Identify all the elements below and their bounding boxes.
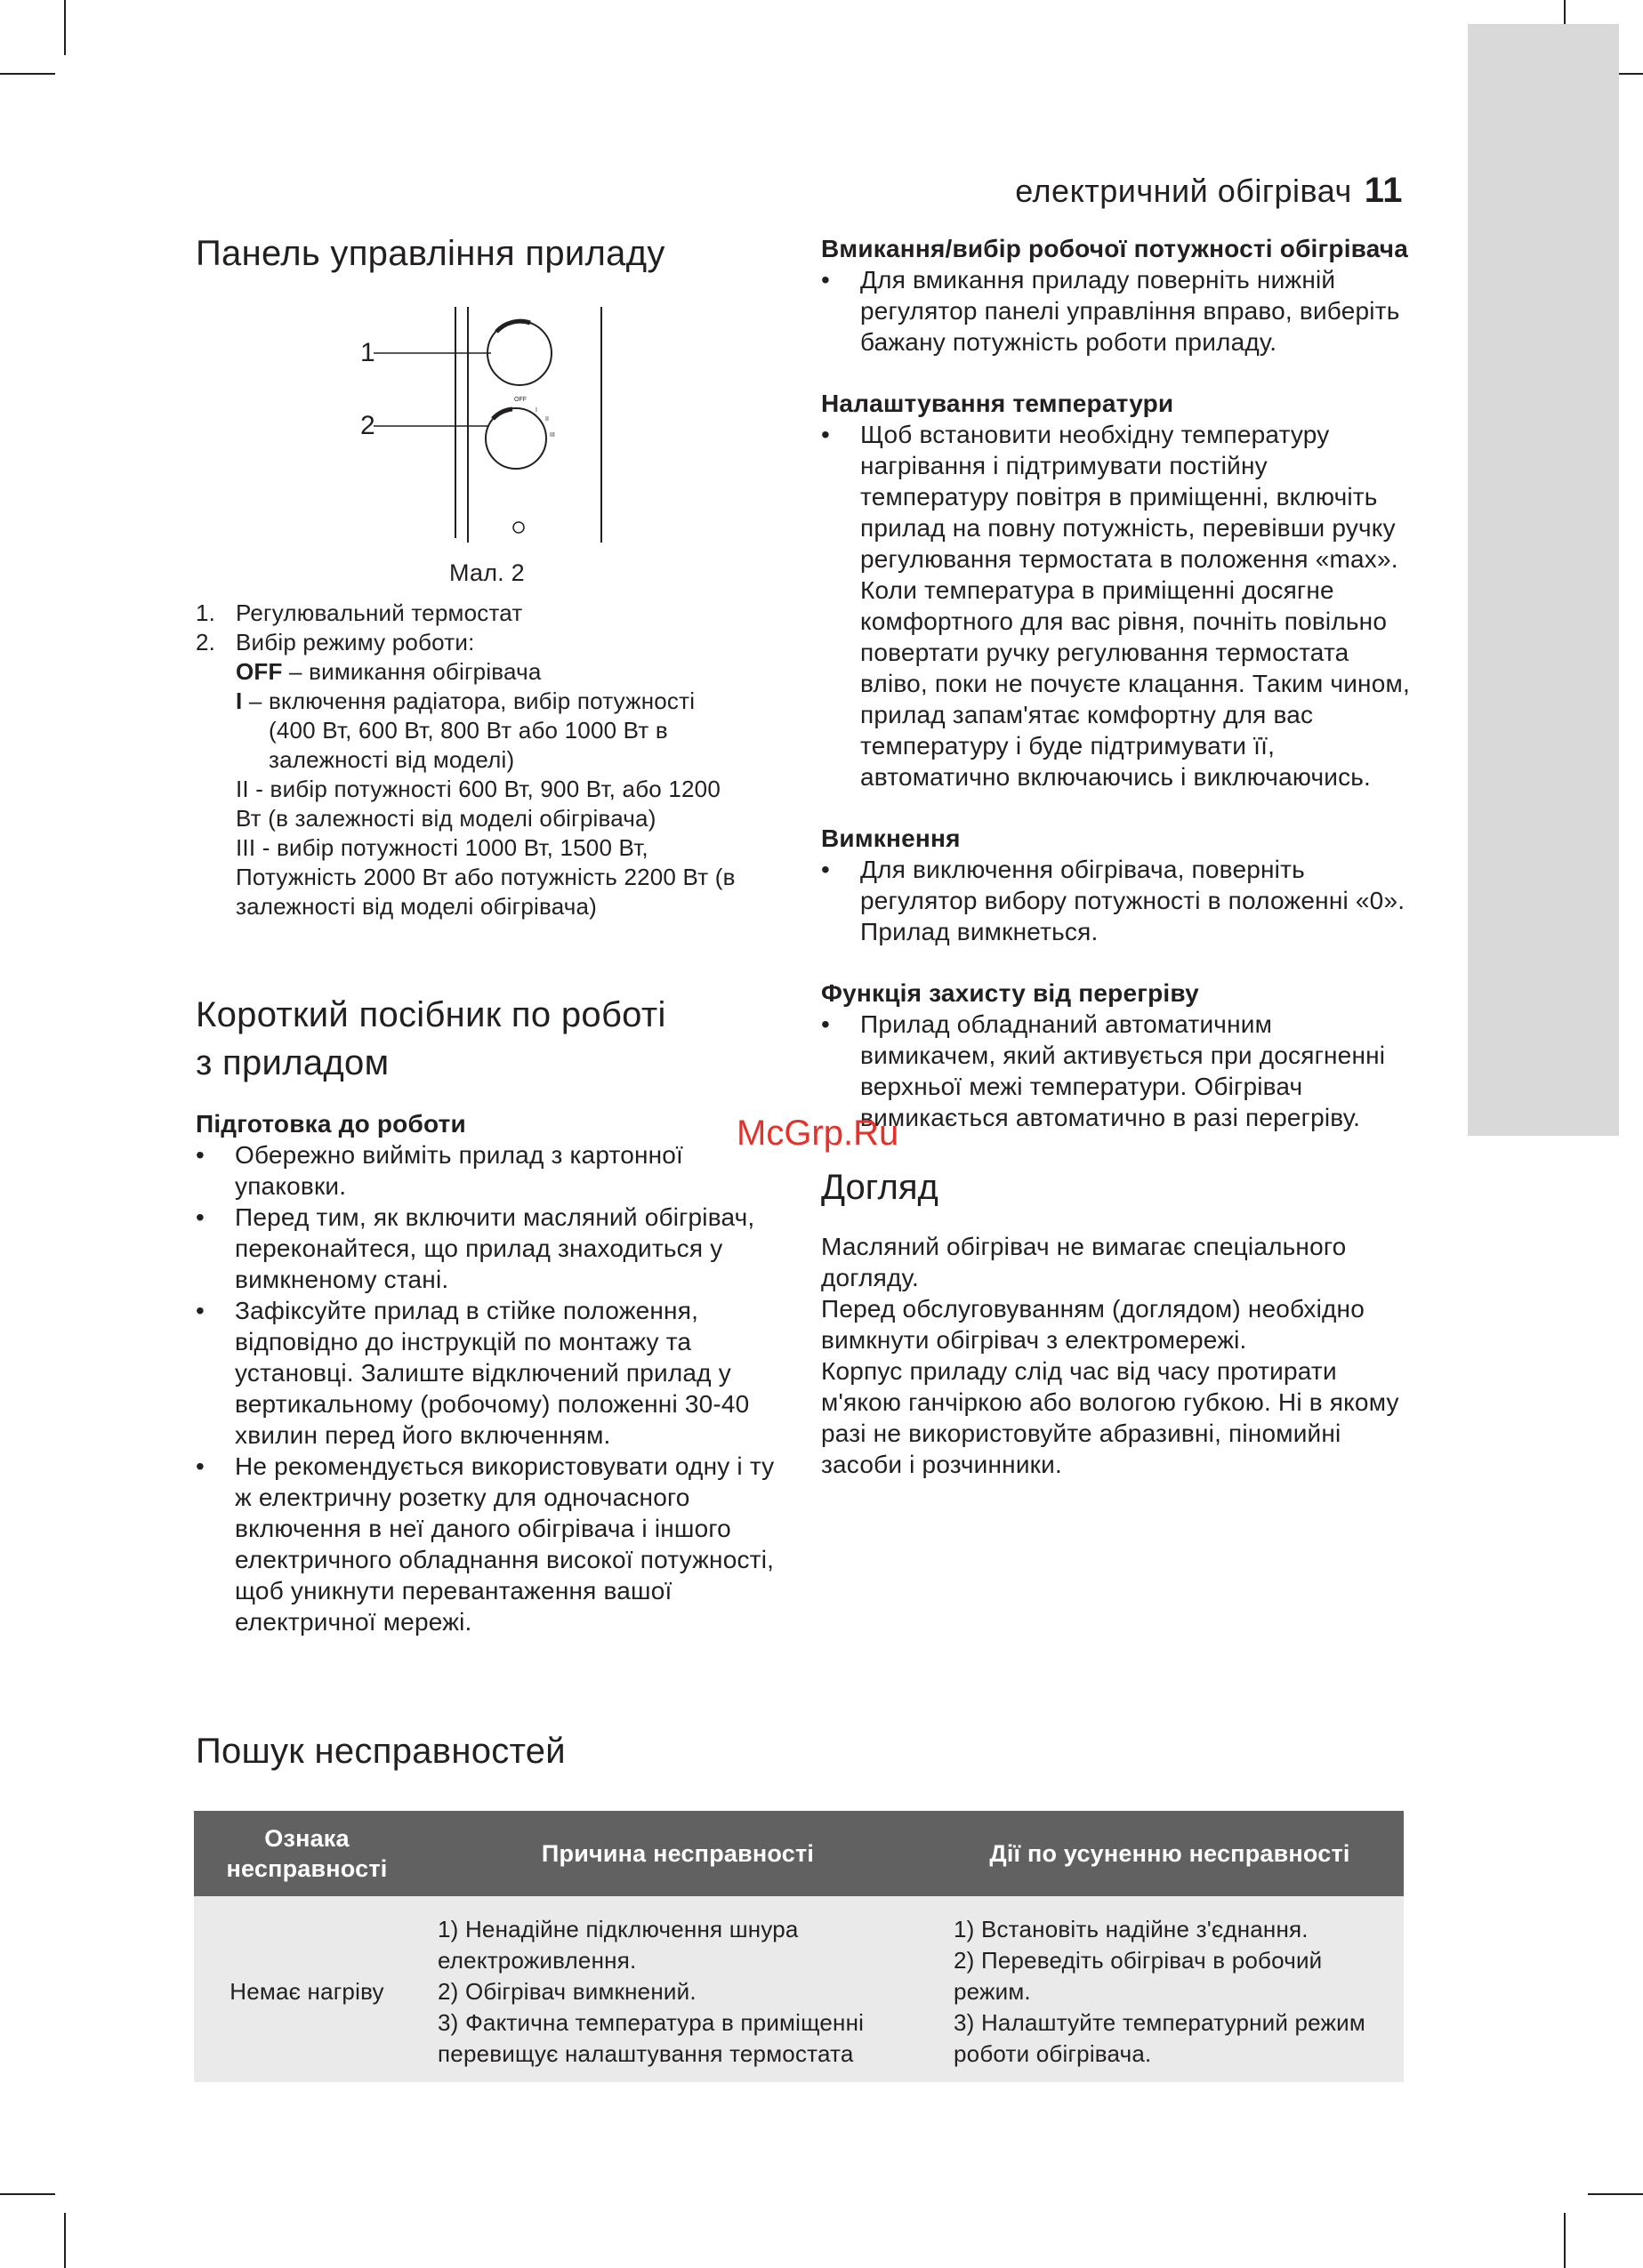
callout-2: 2 — [360, 411, 375, 440]
list-number: 2. — [196, 629, 216, 655]
bullet-item: • Обережно вийміть прилад з картонної упаковки. — [196, 1139, 783, 1202]
dial-mark-i: I — [536, 407, 537, 414]
cause-item: 1) Ненадійне підключення шнура електроживлення. — [438, 1916, 799, 1974]
watermark: McGrp.Ru — [737, 1114, 899, 1153]
power-section — [821, 233, 1413, 358]
action-cell — [936, 1896, 1404, 2082]
table-header-row — [194, 1811, 1404, 1896]
mode-i-line: (400 Вт, 600 Вт, 800 Вт або 1000 Вт в — [269, 717, 668, 744]
troubleshooting-title: Пошук несправностей — [196, 1732, 566, 1771]
overheat-section — [821, 977, 1413, 1133]
crop-mark — [64, 0, 66, 55]
table-row — [194, 1896, 1404, 2082]
bullet-item: • Перед тим, як включити масляний обігрівач, переконайтеся, що прилад знаходиться у вимкненому стані. — [196, 1202, 783, 1295]
action-item: 2) Переведіть обігрівач в робочий режим. — [954, 1947, 1323, 2005]
dial-mark-ii: II — [545, 416, 549, 422]
quick-guide-title-line: з приладом — [196, 1043, 390, 1082]
list-number: 1. — [196, 599, 216, 626]
care-paragraph: Масляний обігрівач не вимагає спеціального догляду. — [821, 1233, 1347, 1291]
figure-caption: Мал. 2 — [449, 559, 525, 586]
list-text: Регулювальний термостат — [236, 599, 523, 626]
power-title: Вмикання/вибір робочої потужності обігрівача — [821, 235, 1409, 262]
right-column — [821, 233, 1413, 1480]
crop-mark — [1564, 2213, 1566, 2268]
mode-ii-line: Вт (в залежності від моделі обігрівача) — [236, 805, 656, 832]
dial-mark-off: OFF — [514, 397, 527, 403]
crop-mark — [0, 73, 55, 75]
bullet-item — [821, 419, 1413, 792]
mode-label: OFF — [236, 658, 283, 685]
troubleshooting-table — [194, 1811, 1404, 2082]
switch-off-title: Вимкнення — [821, 824, 961, 852]
mode-iii-line: залежності від моделі обігрівача) — [236, 893, 598, 920]
mode-iii-line: III - вибір потужності 1000 Вт, 1500 Вт, — [236, 834, 648, 861]
bullet-item: • Зафіксуйте прилад в стійке положення, відповідно до інструкцій по монтажу та установці. Залиште відключений прилад у вертикальному (робочому) положенні 30-40 хвилин перед його включенням. — [196, 1295, 783, 1451]
care-section — [821, 1163, 1413, 1480]
mode-iii-line: Потужність 2000 Вт або потужність 2200 Вт (в — [236, 864, 736, 890]
care-paragraph: Перед обслуговуванням (доглядом) необхідно вимкнути обігрівач з електромережі. — [821, 1295, 1365, 1354]
mode-ii-line: II - вибір потужності 600 Вт, 900 Вт, або 1200 — [236, 776, 721, 802]
bullet-paragraph: Коли температура в приміщенні досягне комфортного для вас рівня, почніть повільно повертати ручку регулювання термостата вліво, поки не почуєте клацання. Таким чином, прилад запам'ятає комфортну для вас температуру і буде підтримувати її, автоматично включаючись і виключаючись. — [860, 576, 1410, 791]
bullet-item: • Для вмикання приладу поверніть нижній регулятор панелі управління вправо, виберіть бажану потужність роботи приладу. — [821, 264, 1413, 358]
list-item — [196, 628, 792, 657]
column-header: Дії по усуненню несправності — [936, 1811, 1404, 1896]
bullet-paragraph: • Щоб встановити необхідну температуру нагрівання і підтримувати постійну температуру повітря в приміщенні, включіть прилад на повну потужність, перевівши ручку регулювання термостата в положення «max». — [860, 421, 1398, 573]
column-header: Ознака несправності — [194, 1811, 420, 1896]
temperature-title: Налаштування температури — [821, 390, 1174, 417]
bullet-item: • Прилад обладнаний автоматичним вимикачем, який активується при досягненні верхньої межі температури. Обігрівач вимикається автоматично в разі перегріву. — [821, 1009, 1413, 1133]
overheat-title: Функція захисту від перегріву — [821, 979, 1199, 1007]
bullet-item: • Не рекомендується використовувати одну і ту ж електричну розетку для одночасного включення в неї даного обігрівача і іншого електричного обладнання високої потужності, щоб уникнути перевантаження вашої електричної мережі. — [196, 1451, 783, 1637]
quick-guide-title — [196, 991, 666, 1087]
quick-guide-title-line: Короткий посібник по роботі — [196, 995, 666, 1034]
callout-1: 1 — [360, 338, 375, 367]
cause-item: 3) Фактична температура в приміщенні перевищує налаштування термостата — [438, 2009, 865, 2067]
temperature-section — [821, 388, 1413, 792]
mode-i-line — [196, 687, 792, 716]
knob-indicator — [493, 409, 512, 419]
preparation-title: Підготовка до роботи — [196, 1110, 466, 1138]
crop-mark — [64, 2213, 66, 2268]
page-number: 11 — [1364, 171, 1403, 210]
control-panel-title: Панель управління приладу — [196, 234, 665, 273]
header-title: електричний обігрівач — [1015, 173, 1352, 209]
section-tab — [1468, 24, 1619, 1136]
mode-text: – вимикання обігрівача — [282, 658, 542, 685]
crop-mark — [0, 2193, 55, 2195]
list-text: Вибір режиму роботи: — [236, 629, 475, 655]
control-panel-figure — [338, 307, 623, 547]
crop-mark — [1588, 2193, 1643, 2195]
indicator-lamp — [513, 522, 524, 533]
mode-i-line: залежності від моделі) — [269, 746, 515, 773]
care-paragraph: Корпус приладу слід час від часу протирати м'якою ганчіркою або вологою губкою. Ні в якому разі не використовуйте абразивні, піномийні засоби і розчинники. — [821, 1357, 1399, 1478]
cause-cell — [420, 1896, 936, 2082]
cause-item: 2) Обігрівач вимкнений. — [438, 1978, 697, 2005]
mode-off-line — [196, 657, 792, 687]
symptom-cell: Немає нагріву — [194, 1896, 420, 2082]
action-item: 1) Встановіть надійне з'єднання. — [954, 1916, 1309, 1942]
switch-off-section — [821, 823, 1413, 947]
care-title: Догляд — [821, 1168, 938, 1207]
mode-text: – включення радіатора, вибір потужності — [242, 688, 696, 714]
page-header — [1015, 171, 1403, 211]
action-item: 3) Налаштуйте температурний режим роботи обігрівача. — [954, 2009, 1365, 2067]
list-item — [196, 599, 792, 628]
column-header: Причина несправності — [420, 1811, 936, 1896]
preparation-section — [196, 1108, 783, 1637]
knob-indicator — [496, 321, 530, 332]
mode-label: I — [236, 688, 243, 714]
control-panel-list — [196, 599, 792, 921]
bullet-item: • Для виключення обігрівача, поверніть регулятор вибору потужності в положенні «0». Прилад вимкнеться. — [821, 854, 1413, 947]
dial-mark-iii: III — [550, 432, 555, 438]
